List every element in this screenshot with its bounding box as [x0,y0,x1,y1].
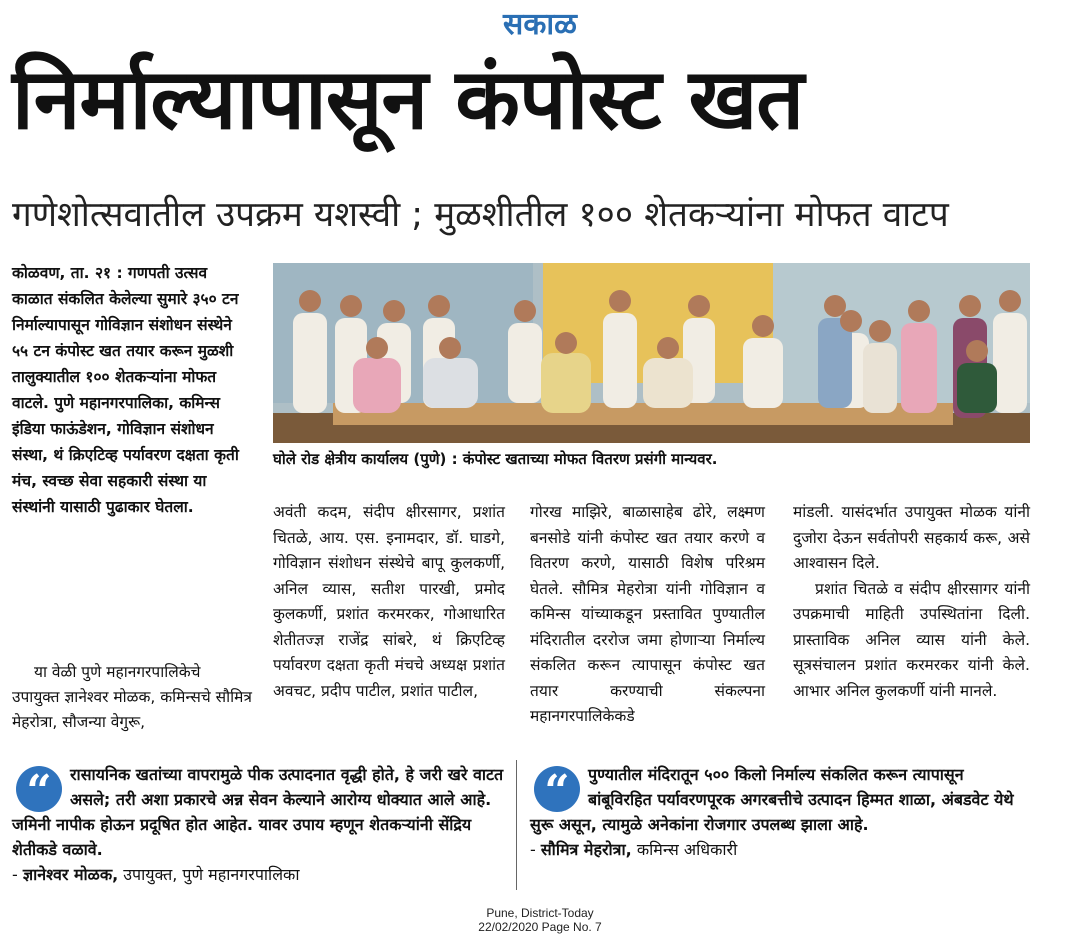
pull-quote-1-role: उपायुक्त, पुणे महानगरपालिका [118,865,300,884]
body-column-3 [793,500,1030,704]
body-column-3-para2: प्रशांत चितळे व संदीप क्षीरसागर यांनी उपक्रमाची माहिती उपस्थितांना दिली. प्रास्ताविक अनिल व्यास यांनी केले. सूत्रसंचालन प्रशांत करमरकर यांनी केले. आभार अनिल कुलकर्णी यांनी मानले. [793,579,1030,700]
body-column-1: अवंती कदम, संदीप क्षीरसागर, प्रशांत चितळे, आय. एस. इनामदार, डॉ. घाडगे, गोविज्ञान संशोधन संस्थेचे बापू कुलकर्णी, अनिल व्यास, सतीश पारखी, प्रमोद कुलकर्णी, प्रशांत करमरकर, गोआधारित शेतीतज्ज्ञ राजेंद्र सांबरे, थं क्रिएटिव्ह पर्यावरण दक्षता कृती मंचचे अध्यक्ष प्रशांत अवचट, प्रदीप पाटील, प्रशांत पाटील, [273,503,505,700]
pull-quote-2-attribution: - सौमित्र मेहरोत्रा, कमिन्स अधिकारी [530,840,738,859]
quote-divider [516,760,517,890]
event-photo-illustration [273,263,1030,443]
pull-quote-2 [530,762,1030,862]
subheadline: गणेशोत्सवातील उपक्रम यशस्वी ; मुळशीतील १०० शेतकऱ्यांना मोफत वाटप [12,195,949,235]
event-photo [273,263,1030,443]
pull-quote-1 [12,762,507,887]
pull-quote-1-text: रासायनिक खतांच्या वापरामुळे पीक उत्पादनात वृद्धी होते, हे जरी खरे वाटत असले; तरी अशा प्रकारचे अन्न सेवन केल्याने आरोग्य धोक्यात आले आहे. जमिनी नापीक होऊन प्रदूषित होत आहेत. यावर उपाय म्हणून शेतकऱ्यांनी सेंद्रिय शेतीकडे वळावे. [12,765,504,859]
quote-icon: “ [534,766,580,812]
photo-caption: घोले रोड क्षेत्रीय कार्यालय (पुणे) : कंपोस्ट खताच्या मोफत वितरण प्रसंगी मान्यवर. [273,450,718,468]
pull-quote-2-text: पुण्यातील मंदिरातून ५०० किलो निर्माल्य संकलित करून त्यापासून बांबूविरहित पर्यावरणपूरक अगरबत्तीचे उत्पादन हिम्मत शाळा, अंबडवेट येथे सुरू असून, त्यामुळे अनेकांना रोजगार उपलब्ध झाला आहे. [530,765,1014,834]
pull-quote-1-attribution: - ज्ञानेश्वर मोळक, उपायुक्त, पुणे महानगरपालिका [12,865,300,884]
lead-paragraph: कोळवण, ता. २१ : गणपती उत्सव काळात संकलित केलेल्या सुमारे ३५० टन निर्माल्यापासून गोविज्ञान संशोधन संस्थेने ५५ टन कंपोस्ट खत तयार करून मुळशी तालुक्यातील १०० शेतकऱ्यांना मोफत वाटले. पुणे महानगरपालिका, कमिन्स इंडिया फाऊंडेशन, गोविज्ञान संशोधन संस्था, थं क्रिएटिव्ह पर्यावरण दक्षता कृती मंच, स्वच्छ सेवा सहकारी संस्था या संस्थांनी यासाठी पुढाकार घेतला. [12,264,239,516]
footer-date-page: 22/02/2020 Page No. 7 [478,920,602,934]
quote-icon: “ [16,766,62,812]
pull-quote-1-name: ज्ञानेश्वर मोळक, [22,865,119,884]
pull-quote-2-role: कमिन्स अधिकारी [631,840,738,859]
page-footer [0,906,1080,934]
pull-quote-2-name: सौमित्र मेहरोत्रा, [540,840,632,859]
footer-edition: Pune, District-Today [486,906,594,920]
body-column-3-para1: मांडली. यासंदर्भात उपायुक्त मोळक यांनी दुजोरा देऊन सर्वतोपरी सहकार्य करू, असे आश्वासन दिले. [793,503,1030,572]
body-column-2: गोरख माझिरे, बाळासाहेब ढोरे, लक्ष्मण बनसोडे यांनी कंपोस्ट खत तयार करणे व वितरण करणे, यासाठी विशेष परिश्रम घेतले. सौमित्र मेहरोत्रा यांनी गोविज्ञान व कमिन्स यांच्याकडून प्रस्तावित पुण्यातील मंदिरातील दररोज जमा होणाऱ्या निर्माल्य संकलित करून त्यापासून कंपोस्ट खत तयार करण्याची संकल्पना महानगरपालिकेकडे [530,503,765,725]
masthead-logo: सकाळ [503,7,577,42]
headline: निर्माल्यापासून कंपोस्ट खत [12,50,804,148]
lead-continuation: या वेळी पुणे महानगरपालिकेचे उपायुक्त ज्ञानेश्वर मोळक, कमिन्सचे सौमित्र मेहरोत्रा, सौजन्या वेगुरू, [12,663,252,731]
